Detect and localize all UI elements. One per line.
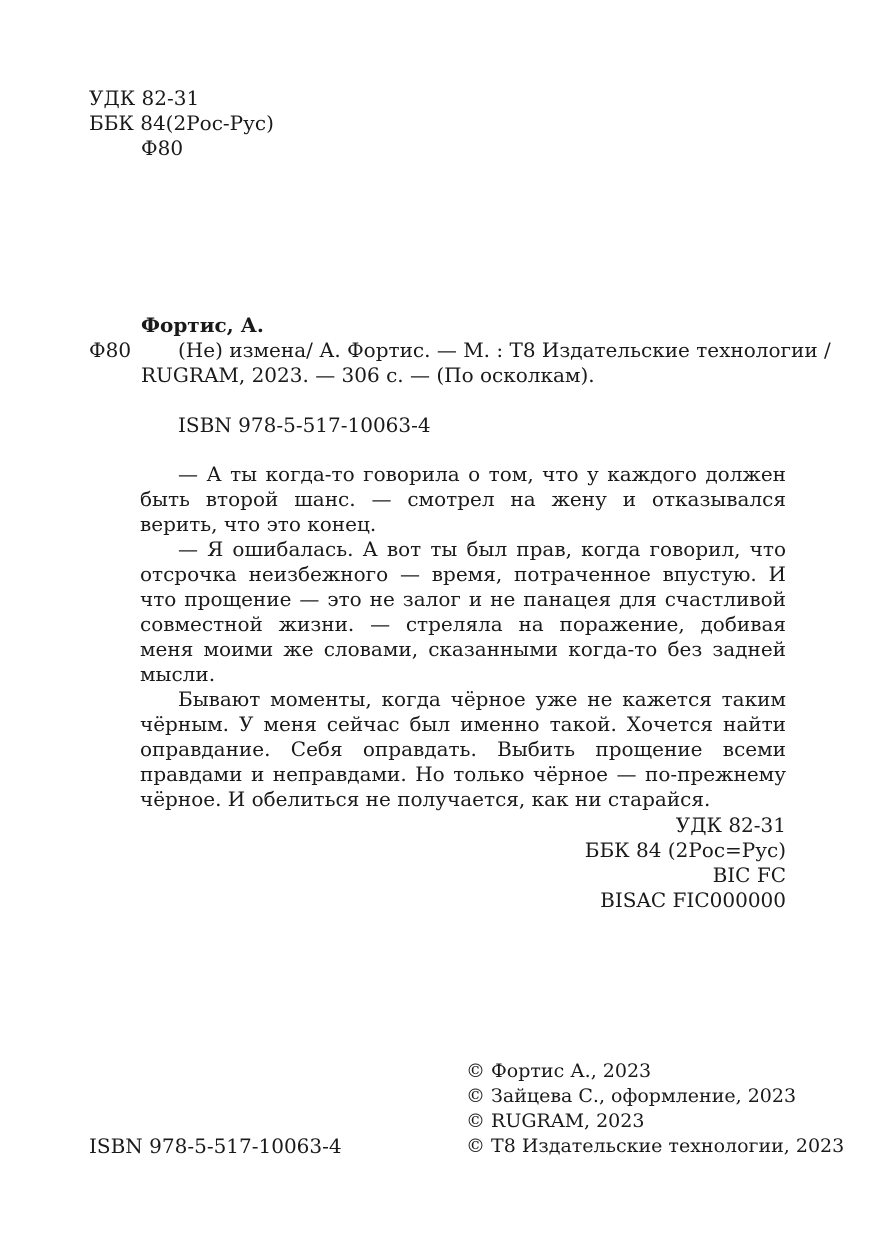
bic-code: BIC FC <box>712 863 786 887</box>
author-mark: Ф80 <box>89 338 132 362</box>
copyright-line-1: © Фортис А., 2023 <box>466 1060 652 1082</box>
author-mark-top: Ф80 <box>141 136 184 160</box>
copyright-line-2: © Зайцева С., оформление, 2023 <box>466 1085 797 1107</box>
isbn-record: ISBN 978-5-517-10063-4 <box>178 413 431 437</box>
bbk-top: ББК 84(2Рос-Рус) <box>89 111 274 135</box>
udk-bottom: УДК 82-31 <box>675 813 786 837</box>
description-line-1: (Не) измена/ А. Фортис. — М. : Т8 Издательские технологии / <box>178 338 831 362</box>
author-heading: Фортис, А. <box>141 313 264 337</box>
footer-isbn: ISBN 978-5-517-10063-4 <box>89 1134 342 1158</box>
annotation <box>140 462 786 812</box>
bbk-bottom: ББК 84 (2Рос=Рус) <box>584 838 786 862</box>
annotation-paragraph: — Я ошибалась. А вот ты был прав, когда говорил, что отсрочка неизбежного — время, потраченное впустую. И что прощение — это не залог и не панацея для счастливой совместной жизни. — стреляла на поражение, добивая меня моими же словами, сказанными когда-то без задней мысли. <box>140 537 786 686</box>
annotation-paragraph: Бывают моменты, когда чёрное уже не кажется таким чёрным. У меня сейчас был именно такой. Хочется найти оправдание. Себя оправдать. Выбить прощение всеми правдами и неправдами. Но только чёрное — по-прежнему чёрное. И обелиться не получается, как ни старайся. <box>140 687 786 811</box>
bisac-code: BISAC FIC000000 <box>600 888 786 912</box>
description-line-2: RUGRAM, 2023. — 306 с. — (По осколкам). <box>141 363 595 387</box>
annotation-paragraph: — А ты когда-то говорила о том, что у каждого должен быть второй шанс. — смотрел на жену и отказывался верить, что это конец. <box>140 462 786 536</box>
udk-top: УДК 82-31 <box>89 86 200 110</box>
copyright-line-3: © RUGRAM, 2023 <box>466 1110 645 1132</box>
copyright-line-4: © Т8 Издательские технологии, 2023 <box>466 1135 845 1157</box>
